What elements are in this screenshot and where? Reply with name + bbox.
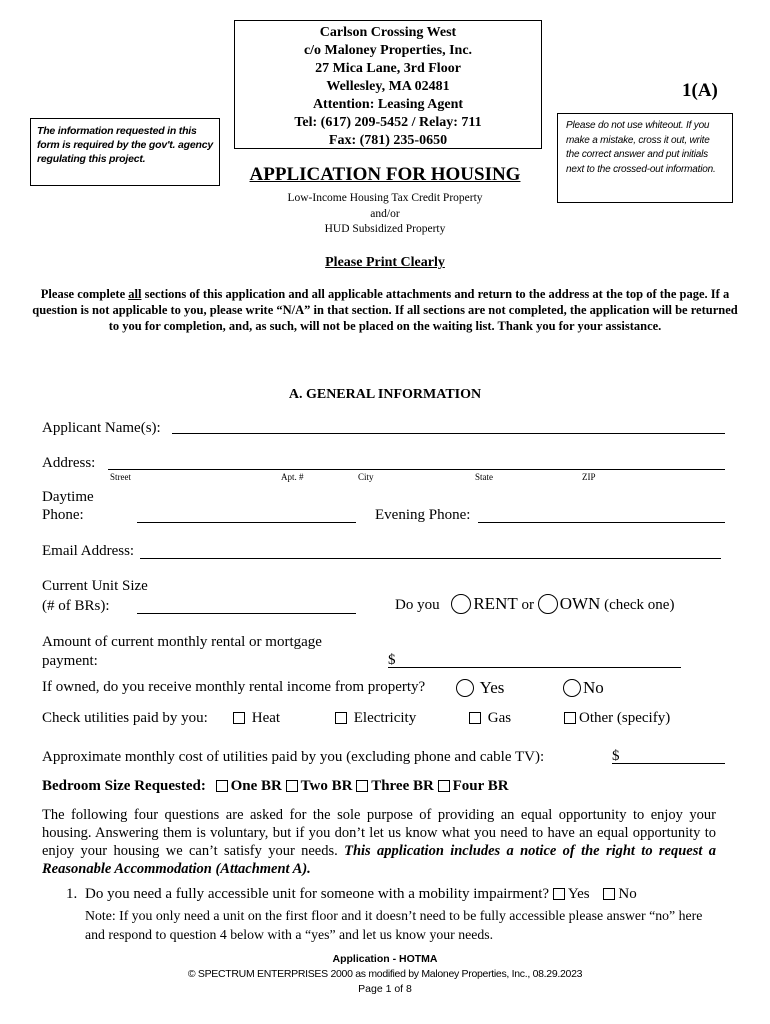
- instructions-all: all: [128, 287, 142, 301]
- evening-phone-field[interactable]: [478, 522, 725, 523]
- amount-field[interactable]: [388, 667, 681, 668]
- owned-yes-radio[interactable]: [456, 679, 474, 697]
- address-sub-street: Street: [110, 472, 131, 482]
- br3-label: Three BR: [371, 778, 434, 794]
- form-code: 1(A): [682, 80, 718, 101]
- electricity-checkbox[interactable]: [335, 712, 347, 724]
- email-label: Email Address:: [42, 543, 135, 559]
- footer: [100, 952, 670, 997]
- q1-number: 1.: [66, 886, 78, 902]
- phone-label: Phone:: [42, 507, 84, 523]
- address-field[interactable]: [108, 469, 725, 470]
- q1-no-label: No: [618, 886, 637, 902]
- address-lines: [235, 21, 541, 150]
- subtitle-line: and/or: [370, 207, 400, 220]
- footer-page: Page 1 of 8: [358, 983, 412, 995]
- q1-yes-checkbox[interactable]: [553, 888, 565, 900]
- whiteout-note: Please do not use whiteout. If you make a mistake, cross it out, write the correct answer and put initials next to the crossed-out information.: [566, 120, 716, 175]
- subtitle: [230, 191, 540, 238]
- if-owned-label: If owned, do you receive monthly rental income from property?: [42, 679, 426, 695]
- print-clearly: Please Print Clearly: [325, 255, 445, 270]
- q1-row: [85, 886, 637, 903]
- equal-opportunity-para: [42, 806, 716, 878]
- applicant-name-field[interactable]: [172, 433, 725, 434]
- br3-checkbox[interactable]: [356, 780, 368, 792]
- address-sub-state: State: [475, 472, 493, 482]
- daytime-label: Daytime: [42, 489, 94, 505]
- gov-note-box: [30, 118, 220, 186]
- utilities-label: Check utilities paid by you:: [42, 710, 208, 726]
- heat-label: Heat: [251, 710, 281, 726]
- if-owned-no: [563, 678, 604, 700]
- brs-label: (# of BRs):: [42, 598, 110, 614]
- unit-size-label: Current Unit Size: [42, 578, 148, 594]
- rent-own-row: [395, 594, 674, 617]
- if-owned-yes: [456, 678, 504, 700]
- subtitle-line: Low-Income Housing Tax Credit Property: [287, 192, 483, 204]
- section-a-heading: A. GENERAL INFORMATION: [288, 387, 482, 402]
- other-label: Other (specify): [579, 710, 671, 726]
- approx-label: Approximate monthly cost of utilities paid by you (excluding phone and cable TV):: [42, 749, 545, 765]
- heat-checkbox[interactable]: [233, 712, 245, 724]
- check-one-label: (check one): [604, 597, 675, 613]
- own-label: OWN: [559, 594, 601, 613]
- address-line: Wellesley, MA 02481: [326, 79, 450, 94]
- unit-size-field[interactable]: [137, 613, 356, 614]
- utility-heat: [233, 710, 280, 727]
- address-box: [234, 20, 542, 149]
- br4-checkbox[interactable]: [438, 780, 450, 792]
- address-sub-zip: ZIP: [582, 472, 596, 482]
- footer-line-2: © SPECTRUM ENTERPRISES 2000 as modified by Maloney Properties, Inc., 08.29.2023: [187, 968, 583, 980]
- address-line: Carlson Crossing West: [319, 25, 457, 40]
- gov-note: The information requested in this form is required by the gov't. agency regulating this project.: [37, 125, 213, 165]
- do-you-label: Do you: [395, 597, 440, 613]
- address-line: Tel: (617) 209-5452 / Relay: 711: [294, 115, 482, 130]
- owned-no-radio[interactable]: [563, 679, 581, 697]
- br1-checkbox[interactable]: [216, 780, 228, 792]
- para-emph: This application includes a notice of the right to request a Reasonable Accommodation (Attachment A).: [42, 843, 716, 877]
- applicant-label: Applicant Name(s):: [42, 420, 161, 436]
- br2-label: Two BR: [300, 778, 353, 794]
- subtitle-line: HUD Subsidized Property: [324, 223, 446, 235]
- br4-label: Four BR: [452, 778, 509, 794]
- br1-label: One BR: [230, 778, 282, 794]
- own-radio[interactable]: [538, 594, 558, 614]
- instructions-post: sections of this application and all applicable attachments and return to the address at the top of the page. If a question is not applicable to you, please write “N/A” in that section. If all sections are not completed, the application will be returned to you for completion, and, as such, will not be placed on the waiting list. Thank you for your assistance.: [32, 287, 738, 333]
- br2-checkbox[interactable]: [286, 780, 298, 792]
- address-line: c/o Maloney Properties, Inc.: [303, 43, 473, 58]
- owned-no-label: No: [583, 678, 604, 697]
- q1-yes-label: Yes: [567, 886, 590, 902]
- instructions-pre: Please complete: [40, 287, 129, 301]
- q1-text: Do you need a fully accessible unit for someone with a mobility impairment?: [85, 886, 550, 902]
- amount-label-1: Amount of current monthly rental or mortgage: [42, 634, 322, 650]
- address-label: Address:: [42, 455, 96, 471]
- utility-electricity: [335, 710, 416, 727]
- approx-field[interactable]: [612, 763, 725, 764]
- evening-label: Evening Phone:: [375, 507, 471, 523]
- address-line: Attention: Leasing Agent: [312, 97, 464, 112]
- whiteout-note-box: [557, 113, 733, 203]
- gas-label: Gas: [487, 710, 512, 726]
- address-sub-apt: Apt. #: [281, 472, 304, 482]
- bedroom-label: Bedroom Size Requested:: [42, 778, 206, 794]
- address-line: 27 Mica Lane, 3rd Floor: [315, 61, 461, 76]
- address-sub-city: City: [358, 472, 374, 482]
- footer-line-1: Application - HOTMA: [332, 953, 438, 965]
- amount-label-2: payment:: [42, 653, 98, 669]
- instructions: [30, 286, 740, 334]
- email-field[interactable]: [140, 558, 721, 559]
- utility-gas: [469, 710, 511, 727]
- approx-dollar: $: [612, 748, 620, 764]
- page-title: APPLICATION FOR HOUSING: [249, 164, 521, 185]
- utility-other: [564, 710, 670, 727]
- address-line: Fax: (781) 235-0650: [328, 133, 448, 148]
- rent-label: RENT: [473, 594, 518, 613]
- q1-no-checkbox[interactable]: [603, 888, 615, 900]
- amount-dollar: $: [388, 652, 396, 668]
- daytime-phone-field[interactable]: [137, 522, 356, 523]
- para-text: The following four questions are asked for the sole purpose of providing an equal opportunity to enjoy your housing. Answering them is voluntary, but if you don’t let us know what you need to have an equal opportunity to enjoy your housing we can’t satisfy your needs.: [42, 807, 716, 859]
- owned-yes-label: Yes: [479, 678, 505, 697]
- other-checkbox[interactable]: [564, 712, 576, 724]
- q1-note: Note: If you only need a unit on the first floor and it doesn’t need to be fully accessible please answer “no” here and respond to question 4 below with a “yes” and let us know your needs.: [85, 908, 703, 942]
- bedroom-row: [42, 778, 509, 795]
- electricity-label: Electricity: [353, 710, 417, 726]
- gas-checkbox[interactable]: [469, 712, 481, 724]
- or-label: or: [521, 597, 534, 613]
- rent-radio[interactable]: [451, 594, 471, 614]
